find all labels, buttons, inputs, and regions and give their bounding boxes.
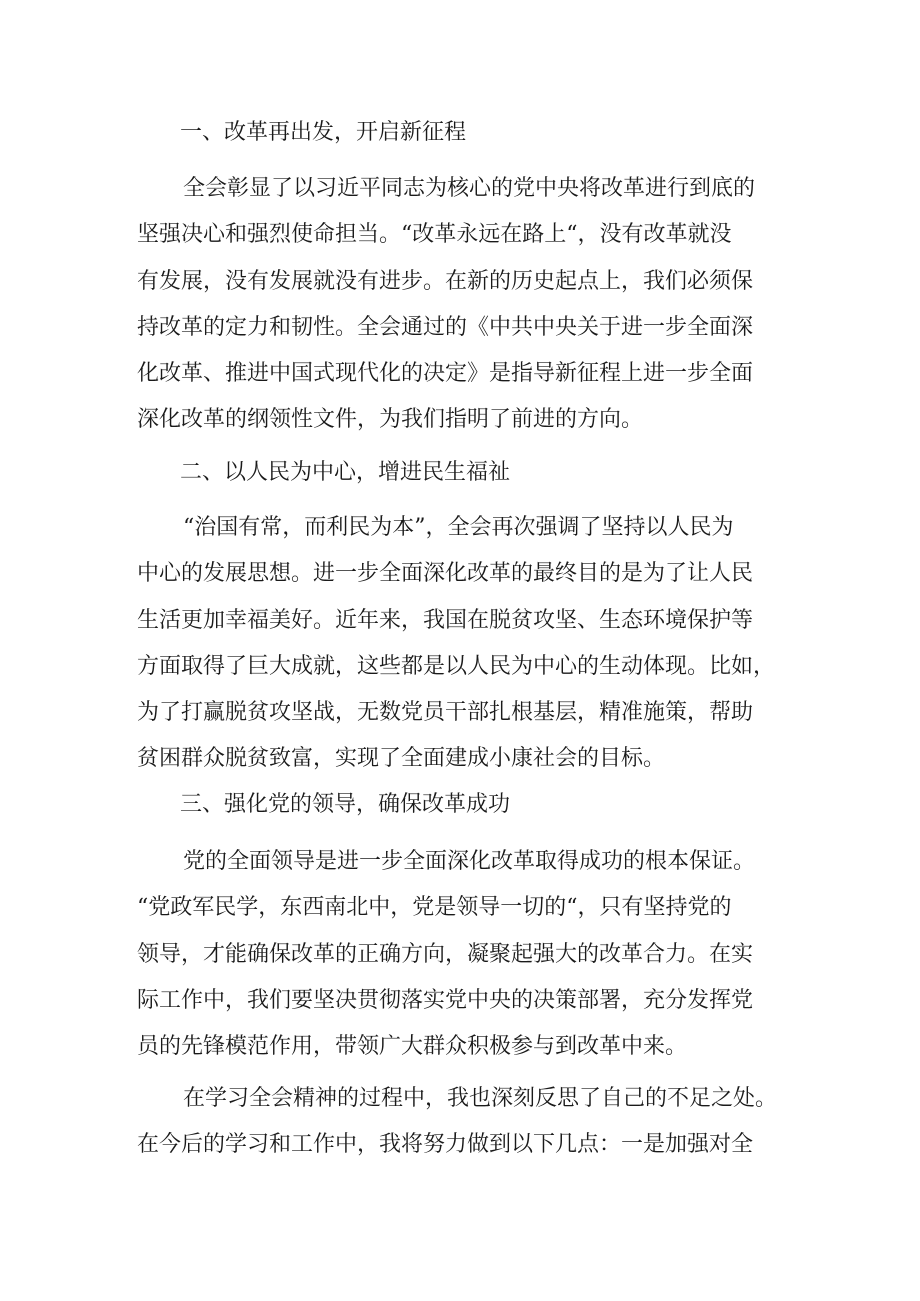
text-line: 在学习全会精神的过程中，我也深刻反思了自己的不足之处。 bbox=[183, 1086, 778, 1111]
text-line: 领导，才能确保改革的正确方向，凝聚起强大的改革合力。在实 bbox=[137, 941, 754, 967]
text-line: 在今后的学习和工作中，我将努力做到以下几点：一是加强对全 bbox=[137, 1132, 754, 1158]
text-line: 党的全面领导是进一步全面深化改革取得成功的根本保证。 bbox=[183, 849, 756, 874]
text-line: 持改革的定力和韧性。全会通过的《中共中央关于进一步全面深 bbox=[137, 314, 754, 340]
section-1-paragraph bbox=[137, 166, 797, 444]
text-line: 有发展，没有发展就没有进步。在新的历史起点上，我们必须保 bbox=[137, 268, 754, 294]
text-line: 为了打赢脱贫攻坚战，无数党员干部扎根基层，精准施策，帮助 bbox=[137, 700, 754, 726]
text-line: 员的先锋模范作用，带领广大群众积极参与到改革中来。 bbox=[137, 1034, 688, 1060]
section-2-paragraph bbox=[137, 505, 797, 783]
text-line: 深化改革的纲领性文件，为我们指明了前进的方向。 bbox=[137, 407, 644, 433]
text-line: 方面取得了巨大成就，这些都是以人民为中心的生动体现。比如， bbox=[137, 653, 776, 679]
text-line: 坚强决心和强烈使命担当。“改革永远在路上“，没有改革就没 bbox=[137, 222, 732, 248]
text-line: “治国有常，而利民为本”，全会再次强调了坚持以人民为 bbox=[183, 515, 734, 540]
section-3-heading: 三、强化党的领导，确保改革成功 bbox=[180, 792, 511, 817]
text-line: 全会彰显了以习近平同志为核心的党中央将改革进行到底的 bbox=[183, 176, 756, 201]
section-2-heading: 二、以人民为中心，增进民生福祉 bbox=[180, 460, 511, 485]
text-line: 贫困群众脱贫致富，实现了全面建成小康社会的目标。 bbox=[137, 746, 666, 772]
text-line: 中心的发展思想。进一步全面深化改革的最终目的是为了让人民 bbox=[137, 561, 754, 587]
section-1-heading: 一、改革再出发，开启新征程 bbox=[180, 120, 467, 145]
text-line: 际工作中，我们要坚决贯彻落实党中央的决策部署，充分发挥党 bbox=[137, 987, 754, 1013]
text-line: “党政军民学，东西南北中，党是领导一切的“，只有坚持党的 bbox=[137, 895, 732, 921]
section-3-paragraph bbox=[137, 839, 797, 1070]
closing-paragraph bbox=[137, 1076, 797, 1169]
text-line: 化改革、推进中国式现代化的决定》是指导新征程上进一步全面 bbox=[137, 361, 754, 387]
text-line: 生活更加幸福美好。近年来，我国在脱贫攻坚、生态环境保护等 bbox=[137, 607, 754, 633]
